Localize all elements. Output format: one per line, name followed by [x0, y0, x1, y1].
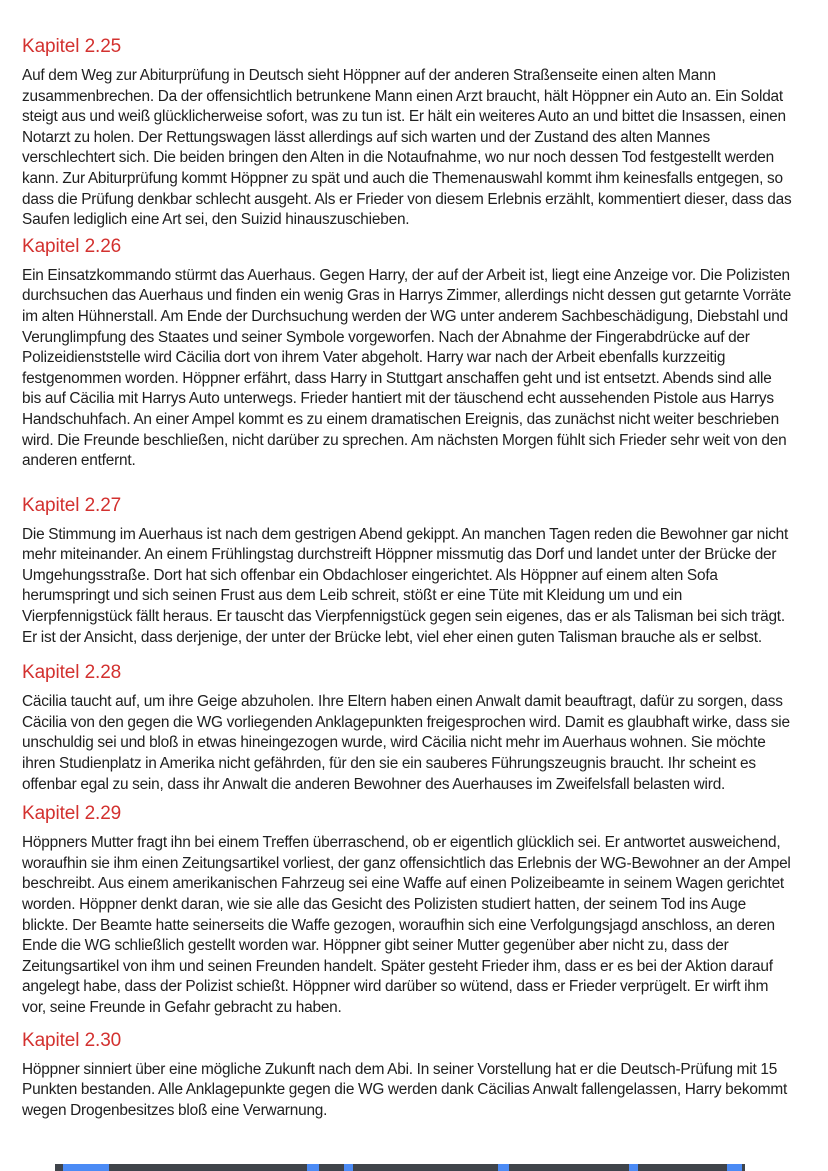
scrollbar-highlight	[344, 1164, 353, 1171]
chapter-section-2-26	[22, 237, 792, 472]
chapter-title: Kapitel 2.27	[22, 494, 122, 516]
chapter-section-2-27	[22, 496, 792, 649]
scrollbar-highlight	[63, 1164, 109, 1171]
chapter-summary-text: Höppner sinniert über eine mögliche Zukunft nach dem Abi. In seiner Vorstellung hat er die Deutsch-Prüfung mit 15 Punkten bestanden. Alle Anklagepunkte gegen die WG werden dank Cäcilias Anwalt fallengelassen, Harry bekommt wegen Drogenbesitzes bloß eine Verwarnung.	[22, 1060, 788, 1119]
chapter-title: Kapitel 2.28	[22, 662, 122, 684]
chapter-summary-text: Cäcilia taucht auf, um ihre Geige abzuholen. Ihre Eltern haben einen Anwalt damit beauftragt, dafür zu sorgen, dass Cäcilia von den gegen die WG vorliegenden Anklagepunkten freigesprochen wird. Damit es glaubhaft wirke, dass sie unschuldig sei und bloß in etwas hineingezogen wurde, wird Cäcilia nicht mehr im Auerhaus wohnen. Sie möchte ihren Studienplatz in Amerika nicht gefährden, für den sie ein sauberes Führungszeugnis braucht. Ihr scheint es offenbar egal zu sein, dass ihr Anwalt die anderen Bewohner des Auerhauses im Zweifelsfall belasten wird.	[22, 693, 790, 793]
scrollbar-highlight	[629, 1164, 638, 1171]
chapter-summary-text: Die Stimmung im Auerhaus ist nach dem gestrigen Abend gekippt. An manchen Tagen reden die Bewohner gar nicht mehr miteinander. An einem Frühlingstag durchstreift Höppner missmutig das Dorf und landet unter der Brücke der Umgehungsstraße. Dort hat sich offenbar ein Obdachloser eingerichtet. Als Höppner auf einem alten Sofa herumspringt und sich seinen Frust aus dem Leib schreit, stößt er eine Tüte mit Kleidung um und ein Vierpfennigstück fällt heraus. Er tauscht das Vierpfennigstück gegen sein eigenes, das er als Talisman bei sich trägt. Er ist der Ansicht, dass derjenige, der unter der Brücke lebt, viel eher einen guten Talisman brauche als er selbst.	[22, 525, 789, 646]
chapter-section-2-29	[22, 804, 792, 1018]
chapter-section-2-25	[22, 37, 792, 231]
scrollbar-highlight	[307, 1164, 319, 1171]
chapter-section-2-30	[22, 1031, 792, 1122]
chapter-summary-text: Auf dem Weg zur Abiturprüfung in Deutsch sieht Höppner auf der anderen Straßenseite einen alten Mann zusammenbrechen. Da der offensichtlich betrunkene Mann einen Arzt braucht, hält Höppner ein Auto an. Ein Soldat steigt aus und weiß glücklicherweise sofort, was zu tun ist. Er hält ein weiteres Auto an und bittet die Insassen, einen Notarzt zu holen. Der Rettungswagen lässt allerdings auf sich warten und der Zustand des alten Mannes verschlechtert sich. Die beiden bringen den Alten in die Notaufnahme, wo nur noch dessen Tod festgestellt werden kann. Zur Abiturprüfung kommt Höppner zu spät und auch die Themenauswahl kommt ihm keinesfalls entgegen, so dass die Prüfung denkbar schlecht ausgeht. Als er Frieder von diesem Erlebnis erzählt, kommentiert dieser, dass das Saufen lediglich eine Art sei, den Suizid hinauszuschieben.	[22, 67, 792, 229]
page-bottom-scrollbar[interactable]	[55, 1164, 745, 1171]
chapter-title: Kapitel 2.29	[22, 803, 122, 825]
chapter-section-2-28	[22, 663, 792, 795]
scrollbar-highlight	[727, 1164, 742, 1171]
chapter-title: Kapitel 2.26	[22, 235, 122, 257]
chapter-summary-text: Höppners Mutter fragt ihn bei einem Treffen überraschend, ob er eigentlich glücklich sei. Er antwortet ausweichend, woraufhin sie ihm einen Zeitungsartikel vorliest, der ganz offensichtlich das Erlebnis der WG-Bewohner an der Ampel beschreibt. Aus einem amerikanischen Fahrzeug sei eine Waffe auf einen Polizeibeamte in seinem Wagen gerichtet worden. Höppner denkt daran, wie sie alle das Gesicht des Polizisten studiert hatten, der seinem Tod ins Auge blickte. Der Beamte hatte seinerseits die Waffe gezogen, woraufhin sich eine Verfolgungsjagd anschloss, an deren Ende die WG schließlich gestellt worden war. Höppner gibt seiner Mutter gegenüber aber nicht zu, dass der Zeitungsartikel von ihm und seinen Freunden handelt. Später gesteht Frieder ihm, dass er es bei der Aktion darauf angelegt habe, dass der Polizist schießt. Höppner wird darüber so wütend, dass er Frieder verprügelt. Er wirft ihm vor, seine Freunde in Gefahr gebracht zu haben.	[22, 834, 791, 1016]
chapter-summary-text: Ein Einsatzkommando stürmt das Auerhaus. Gegen Harry, der auf der Arbeit ist, liegt eine Anzeige vor. Die Polizisten durchsuchen das Auerhaus und finden ein wenig Gras in Harrys Zimmer, allerdings nicht dessen gut getarnte Vorräte im alten Hühnerstall. Am Ende der Durchsuchung werden der WG unter anderem Sachbeschädigung, Diebstahl und Verunglimpfung des Staates und seiner Symbole vorgeworfen. Nach der Abnahme der Fingerabdrücke auf der Polizeidienststelle wird Cäcilia dort von ihrem Vater abgeholt. Harry war nach der Arbeit ebenfalls kurzzeitig festgenommen worden. Höppner erfährt, dass Harry in Stuttgart anschaffen geht und ist entsetzt. Abends sind alle bis auf Cäcilia mit Harrys Auto unterwegs. Frieder hantiert mit der täuschend echt aussehenden Pistole aus Harrys Handschuhfach. An einer Ampel kommt es zu einem dramatischen Ereignis, das zunächst nicht weiter beschrieben wird. Die Freunde beschließen, nicht darüber zu sprechen. Am nächsten Morgen fühlt sich Frieder sehr weit von den anderen entfernt.	[22, 266, 792, 470]
scrollbar-highlight	[498, 1164, 509, 1171]
chapter-title: Kapitel 2.25	[22, 36, 122, 57]
chapter-title: Kapitel 2.30	[22, 1029, 122, 1051]
